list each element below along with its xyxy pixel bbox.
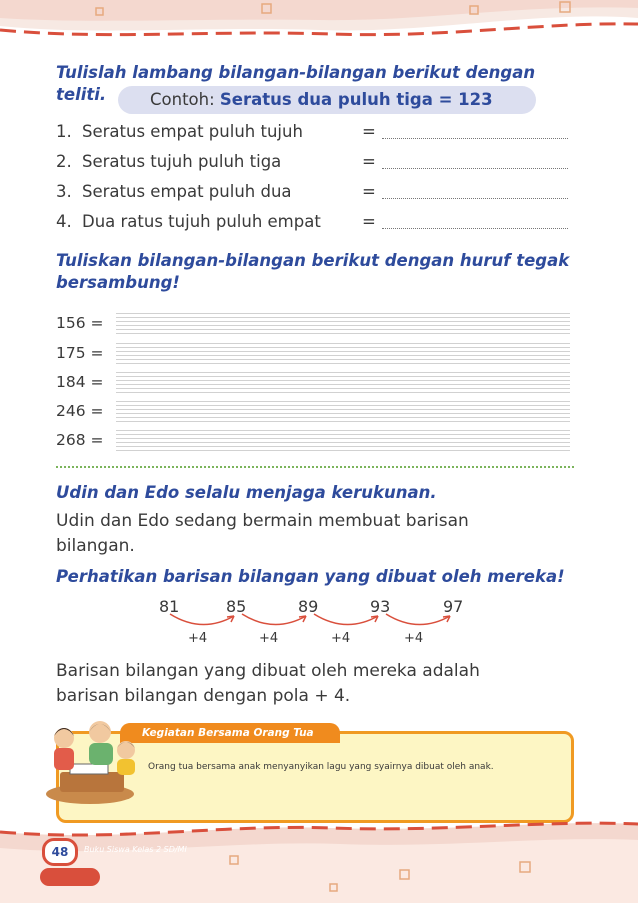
handwriting-lines[interactable] [116, 343, 570, 365]
sequence-increment: +4 [331, 631, 351, 646]
number-label: 156 = [56, 314, 104, 332]
activity-text: Orang tua bersama anak menyanyikan lagu yang syairnya dibuat oleh anak. [148, 762, 494, 772]
number-label: 175 = [56, 344, 104, 362]
sequence-increment: +4 [259, 631, 279, 646]
answer-blank[interactable] [382, 168, 568, 169]
question-number: 4. [56, 212, 72, 231]
sequence-increment: +4 [404, 631, 424, 646]
number-label: 268 = [56, 431, 104, 449]
answer-blank[interactable] [382, 198, 568, 199]
question-row [56, 210, 321, 234]
example-label: Contoh: [150, 90, 215, 109]
sequence-number: 89 [298, 597, 319, 616]
instruction-write-symbols: Tulislah lambang bilangan-bilangan berikut dengan teliti. [56, 63, 536, 104]
question-number: 2. [56, 152, 72, 171]
example-value: Seratus dua puluh tiga = 123 [219, 90, 493, 109]
instruction-write-words: Tuliskan bilangan-bilangan berikut dengan huruf tegak bersambung! [56, 251, 570, 292]
question-number: 1. [56, 122, 72, 141]
section-divider [56, 466, 574, 468]
handwriting-lines[interactable] [116, 313, 570, 335]
sequence-number: 81 [159, 597, 180, 616]
question-text: Seratus empat puluh dua [82, 182, 292, 201]
question-text: Seratus tujuh puluh tiga [82, 152, 282, 171]
question-equals: = [362, 122, 376, 141]
page-number: 48 [42, 838, 78, 866]
question-equals: = [362, 152, 376, 171]
question-equals: = [362, 212, 376, 231]
number-label: 184 = [56, 373, 104, 391]
question-text: Dua ratus tujuh puluh empat [82, 212, 321, 231]
story-instruction: Perhatikan barisan bilangan yang dibuat oleh mereka! [56, 567, 565, 586]
story-text: Udin dan Edo sedang bermain membuat barisan bilangan. [56, 511, 469, 556]
question-row [56, 120, 303, 144]
activity-tab: Kegiatan Bersama Orang Tua [120, 723, 340, 743]
bottom-decoration [0, 818, 638, 903]
handwriting-lines[interactable] [116, 430, 570, 452]
handwriting-lines[interactable] [116, 372, 570, 394]
answer-blank[interactable] [382, 138, 568, 139]
sequence-number: 97 [443, 597, 464, 616]
top-decoration [0, 0, 638, 52]
sequence-number: 85 [226, 597, 247, 616]
question-number: 3. [56, 182, 72, 201]
story-conclusion: Barisan bilangan yang dibuat oleh mereka adalah barisan bilangan dengan pola + 4. [56, 661, 480, 706]
sequence-increment: +4 [188, 631, 208, 646]
question-row [56, 150, 281, 174]
family-illustration [40, 716, 140, 808]
example [150, 86, 493, 114]
sequence-number: 93 [370, 597, 391, 616]
book-title: Buku Siswa Kelas 2 SD/MI [84, 845, 187, 854]
question-equals: = [362, 182, 376, 201]
question-row [56, 180, 292, 204]
answer-blank[interactable] [382, 228, 568, 229]
number-label: 246 = [56, 402, 104, 420]
story-heading: Udin dan Edo selalu menjaga kerukunan. [56, 483, 437, 502]
question-text: Seratus empat puluh tujuh [82, 122, 303, 141]
handwriting-lines[interactable] [116, 401, 570, 423]
